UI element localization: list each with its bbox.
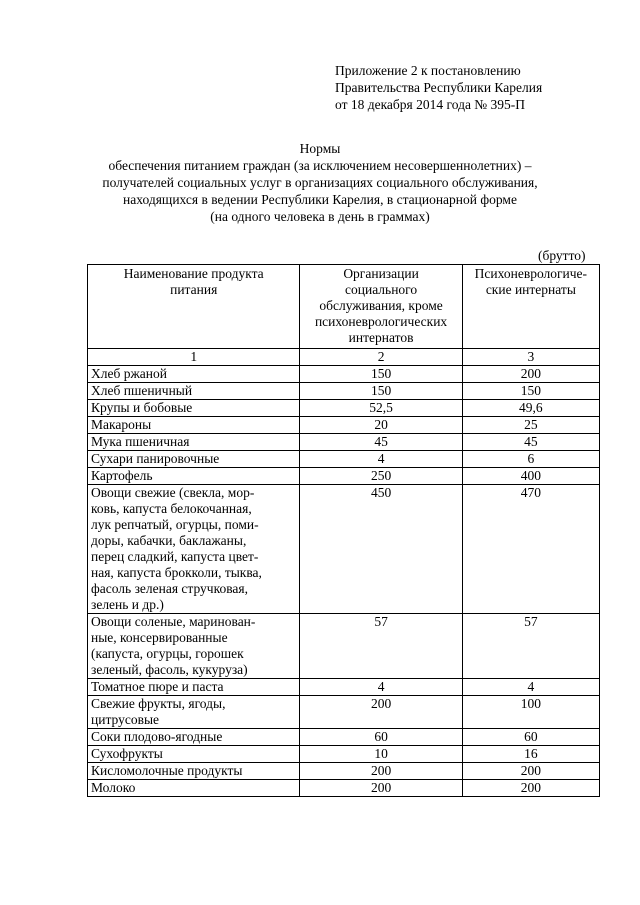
- heading-line: (на одного человека в день в граммах): [210, 209, 430, 224]
- social-organizations-value: 150: [300, 383, 462, 400]
- product-name-cell: [88, 729, 300, 746]
- psychoneurological-value: 200: [462, 366, 599, 383]
- table-row: [88, 780, 600, 797]
- social-organizations-value: 52,5: [300, 400, 462, 417]
- product-name-line: Соки плодово-ягодные: [91, 729, 223, 744]
- appendix-line: Правительства Республики Карелия: [335, 80, 543, 95]
- unit-note: (брутто): [538, 248, 586, 263]
- product-name-cell: [88, 451, 300, 468]
- product-name-line: Картофель: [91, 468, 153, 483]
- social-organizations-value: 250: [300, 468, 462, 485]
- column-number: 2: [300, 349, 462, 366]
- psychoneurological-value: 25: [462, 417, 599, 434]
- psychoneurological-value: 100: [462, 696, 599, 729]
- social-organizations-value: 20: [300, 417, 462, 434]
- social-organizations-value: 200: [300, 780, 462, 797]
- product-name-line: Сухофрукты: [91, 746, 163, 761]
- table-row: [88, 366, 600, 383]
- product-name-line: цитрусовые: [91, 712, 160, 727]
- table-body: [88, 366, 600, 797]
- product-name-line: доры, кабачки, баклажаны,: [91, 533, 247, 548]
- product-name-cell: [88, 679, 300, 696]
- column-number: 1: [88, 349, 300, 366]
- table-row: [88, 383, 600, 400]
- heading-line: обеспечения питанием граждан (за исключением несовершеннолетних) –: [108, 158, 532, 173]
- header-social-organizations: Организации социального обслуживания, кроме психоневрологических интернатов: [300, 265, 462, 349]
- table-row: [88, 763, 600, 780]
- psychoneurological-value: 49,6: [462, 400, 599, 417]
- table-row: [88, 468, 600, 485]
- social-organizations-value: 200: [300, 696, 462, 729]
- product-name-line: фасоль зеленая стручковая,: [91, 581, 248, 596]
- product-name-line: Овощи соленые, маринован-: [91, 614, 256, 629]
- social-organizations-value: 57: [300, 614, 462, 679]
- psychoneurological-value: 400: [462, 468, 599, 485]
- social-organizations-value: 200: [300, 763, 462, 780]
- product-name-line: лук репчатый, огурцы, поми-: [91, 517, 259, 532]
- product-name-line: Кисломолочные продукты: [91, 763, 243, 778]
- psychoneurological-value: 4: [462, 679, 599, 696]
- social-organizations-value: 150: [300, 366, 462, 383]
- table-row: [88, 696, 600, 729]
- product-name-line: ная, капуста брокколи, тыква,: [91, 565, 262, 580]
- product-name-line: ные, консервированные: [91, 630, 228, 645]
- product-name-line: Хлеб пшеничный: [91, 383, 193, 398]
- heading-line: находящихся в ведении Республики Карелия, в стационарной форме: [123, 192, 517, 207]
- table-row: [88, 451, 600, 468]
- column-number-row: [88, 349, 600, 366]
- psychoneurological-value: 6: [462, 451, 599, 468]
- product-name-line: Макароны: [91, 417, 152, 432]
- table-row: [88, 417, 600, 434]
- appendix-reference: [335, 62, 542, 113]
- psychoneurological-value: 45: [462, 434, 599, 451]
- product-name-line: (капуста, огурцы, горошек: [91, 646, 244, 661]
- social-organizations-value: 45: [300, 434, 462, 451]
- product-name-cell: [88, 417, 300, 434]
- product-name-cell: [88, 468, 300, 485]
- table-row: [88, 485, 600, 614]
- header-psychoneurological-institutions: Психоневрологиче- ские интернаты: [462, 265, 599, 349]
- appendix-line: от 18 декабря 2014 года № 395-П: [335, 97, 526, 112]
- product-name-line: Овощи свежие (свекла, мор-: [91, 485, 255, 500]
- product-name-cell: [88, 383, 300, 400]
- product-name-cell: [88, 696, 300, 729]
- heading-line: получателей социальных услуг в организациях социального обслуживания,: [102, 175, 538, 190]
- product-name-line: Хлеб ржаной: [91, 366, 167, 381]
- table-row: [88, 614, 600, 679]
- psychoneurological-value: 200: [462, 780, 599, 797]
- column-number: 3: [462, 349, 599, 366]
- psychoneurological-value: 16: [462, 746, 599, 763]
- product-name-cell: [88, 746, 300, 763]
- psychoneurological-value: 60: [462, 729, 599, 746]
- header-product-name: Наименование продукта питания: [88, 265, 300, 349]
- table-row: [88, 679, 600, 696]
- product-name-line: Мука пшеничная: [91, 434, 190, 449]
- psychoneurological-value: 470: [462, 485, 599, 614]
- social-organizations-value: 4: [300, 679, 462, 696]
- social-organizations-value: 450: [300, 485, 462, 614]
- appendix-line: Приложение 2 к постановлению: [335, 63, 521, 78]
- product-name-cell: [88, 485, 300, 614]
- psychoneurological-value: 57: [462, 614, 599, 679]
- social-organizations-value: 10: [300, 746, 462, 763]
- product-name-line: Сухари панировочные: [91, 451, 220, 466]
- document-heading: [60, 140, 580, 225]
- product-name-line: ковь, капуста белокочанная,: [91, 501, 252, 516]
- table-header-row: [88, 265, 600, 349]
- psychoneurological-value: 150: [462, 383, 599, 400]
- product-name-cell: [88, 614, 300, 679]
- product-name-cell: [88, 780, 300, 797]
- social-organizations-value: 4: [300, 451, 462, 468]
- product-name-line: Молоко: [91, 780, 136, 795]
- product-name-line: зеленый, фасоль, кукуруза): [91, 662, 248, 677]
- nutrition-norms-table: [87, 264, 600, 797]
- table-row: [88, 729, 600, 746]
- product-name-line: перец сладкий, капуста цвет-: [91, 549, 259, 564]
- product-name-cell: [88, 366, 300, 383]
- table-row: [88, 746, 600, 763]
- product-name-line: Свежие фрукты, ягоды,: [91, 696, 226, 711]
- product-name-cell: [88, 434, 300, 451]
- social-organizations-value: 60: [300, 729, 462, 746]
- product-name-line: Крупы и бобовые: [91, 400, 193, 415]
- product-name-line: Томатное пюре и паста: [91, 679, 224, 694]
- psychoneurological-value: 200: [462, 763, 599, 780]
- table-row: [88, 434, 600, 451]
- document-title: Нормы: [299, 141, 341, 156]
- product-name-cell: [88, 400, 300, 417]
- product-name-line: зелень и др.): [91, 597, 164, 612]
- table-row: [88, 400, 600, 417]
- product-name-cell: [88, 763, 300, 780]
